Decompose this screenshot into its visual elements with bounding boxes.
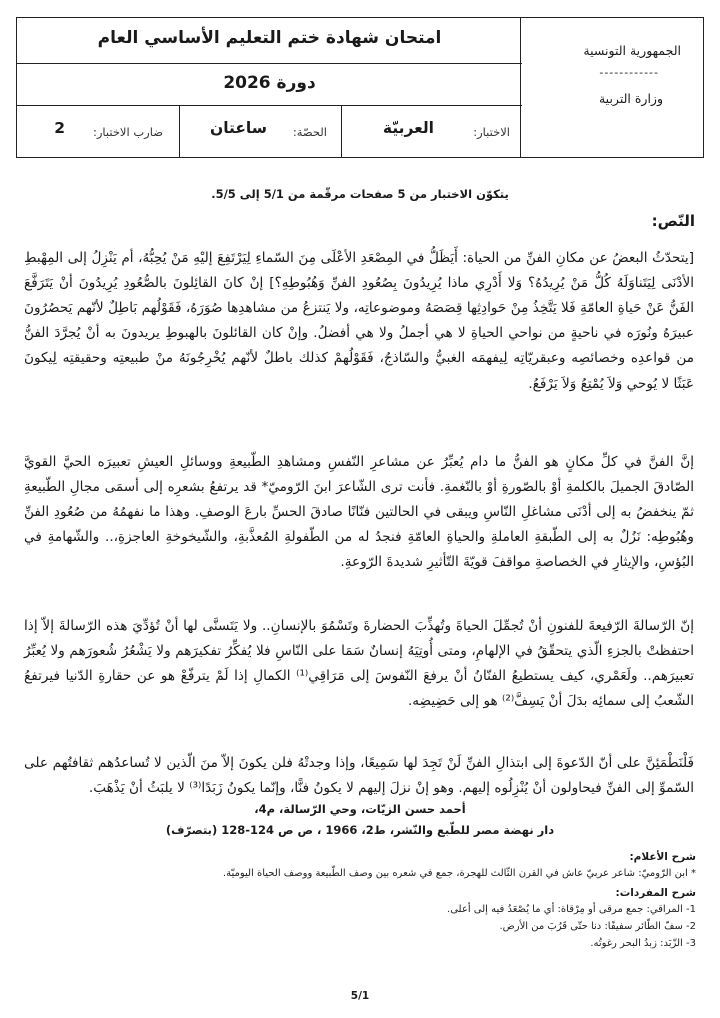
separator-dashes: ------------ bbox=[599, 66, 659, 79]
duration-cell bbox=[179, 106, 341, 157]
names-notes-title: شرح الأعلام: bbox=[629, 851, 696, 863]
vocab-note: 3- الزّبَد: زبدُ البحر رغوتُه. bbox=[590, 938, 696, 949]
names-note: * ابن الرّوميّ: شاعر عربيّ عاش في القرن الثّالث للهجرة، جمع في شعره بين وصف الطّبيعة ووصف الحياة اليوميّة. bbox=[222, 868, 696, 879]
session-row bbox=[17, 64, 522, 106]
source-publisher: دار نهضة مصر للطّبع والنّشر، ط2، 1966 ، ص ص 124-128 (بتصرّف) bbox=[165, 823, 555, 837]
ministry-label: وزارة التربية bbox=[598, 91, 663, 106]
exam-title-row bbox=[17, 18, 522, 64]
text-paragraph: [يتحدّثُ البعضُ عن مكانِ الفنِّ من الحياة: أَيَظَلُّ في المِصْعَدِ الأعْلَى مِنَ السّماءِ لِيَرْتَفِعَ إليْهِ مَنْ يُحِبُّهُ، أم يَنْزِلُ إلى المِهْبطِ الأدْنَى لِيَتَناوَلَهُ كُلُّ مَنْ يُرِيدُهُ؟ وَلا أَدْرِي ماذا يُرِيدُونَ بِصُعُودِ الفنِّ وَهُبُوطِهِ؟] إنْ كانَ القائِلونَ بالصُّعُودِ يُرِيدُونَ أنْ يَتَرَفَّعَ الفَنُّ عَنْ حَياةِ العامّةِ فَلا يَتَّخِذُ مِنْ حَوادِثِها قِصَصَهُ وموضوعاتِه، ولا يَنتزعُ من مشاهدِها صُوَرَهُ، فَقَوْلُهم بَاطِلٌ لأنّهم يَحصُرُونَ عبيرَهُ ونُورَه في ناحيةٍ من نواحي الحياةِ لا هي أجملُ ولا هي أفضلُ. وإنْ كان القائلونَ بالهبوطِ يريدونَ به أنْ يُجرَّدَ الفنُّ من قواعدِه وخصائصِه وعبقريّاتِه لِيفهمَه الغبيُّ والسّاذجُ، فَقَوْلُهمْ كذلك باطلٌ لأنّهم يُخْرِجُونَهُ منْ طبيعتِه وحقيقتِه لِيكونَ عَبَثًا لا يُوحي وَلاَ يُمْتِعُ وَلاَ يَرْفَعُ. bbox=[24, 249, 694, 392]
vocab-note: 1- المراقي: جمع مرقى أو مِرْقاة: أي ما يُصْعَدُ فيه إلى أعلى. bbox=[447, 904, 696, 915]
ministry-cell bbox=[520, 18, 703, 157]
session-label: دورة 2026 bbox=[223, 73, 316, 93]
exam-intro-note: يتكوّن الاختبار من 5 صفحات مرقّمة من 5/1 إلى 5/5. bbox=[211, 187, 509, 201]
vocab-notes-title: شرح المفردات: bbox=[615, 887, 696, 899]
duration-value: ساعتان bbox=[209, 119, 267, 137]
subject-cell bbox=[341, 106, 522, 157]
subject-label: الاختبار: bbox=[473, 125, 510, 139]
exam-header-table bbox=[16, 17, 704, 158]
republic-label: الجمهورية التونسية bbox=[583, 43, 681, 58]
subject-value: العربيّة bbox=[382, 119, 434, 137]
exam-title: امتحان شهادة ختم التعليم الأساسي العام bbox=[97, 28, 442, 48]
text-paragraph: إنّ الرّسالةَ الرّفيعةَ للفنونِ أنْ تُجمِّلَ الحياةَ وتُهذِّبَ الحضارةَ وتَسْمُوَ بالإنسانِ.. ولا يَتَسنَّى لها أنْ تُؤدِّيَ هذه الرّسالةَ إلاّ إذا احتفظتْ بالجزءِ الّذي يتحقّقُ في الإلهامِ، ومتى أُوتِيَهُ إنسانٌ سَمَا على النّاسِ فلا يُفكِّرُ تفكيرَهم ولا يَشْعُرُ شُعورَهم ولا يُعبِّرُ تعبيرَهم.. ولَعَمْري، كيف يستطيعُ الفنّانُ أنْ يرفعَ النّفوسَ إلى مَرَاقِي⁽¹⁾ الكمالِ إذا لَمْ يترفّعْ هو عن حقارةِ الدّنيا فيرتفعُ الشّعبُ إلى سمائِه بدَلَ أنْ يَسِفَّ⁽²⁾ هو إلى حَضِيضِه. bbox=[24, 617, 694, 710]
coefficient-value: 2 bbox=[54, 119, 65, 137]
duration-label: الحصّة: bbox=[292, 125, 327, 139]
text-paragraph: فَلْنَطْمَئِنَّ على أنّ الدّعوةَ إلى ابتذالِ الفنِّ لَنْ تَجِدَ لها سَمِيعًا، وإذا وجدتْهُ فلن يكونَ إلاّ منَ الّذين لا تُساعدُهم ثقافتُهم على السّموِّ إلى الفنِّ فيحاولون أنْ يُنْزِلُوه إليهم. وهو إنْ نزلَ إليهم لا يكونُ فنًّا، وإنّما يكونُ زَبَدًا⁽³⁾ لا يلبَثُ أنْ يَذْهَبَ. bbox=[24, 754, 694, 796]
text-paragraph: إنَّ الفنَّ في كلِّ مكانٍ هو الفنُّ ما دام يُعبِّرُ عن مشاعرِ النّفسِ ومشاهدِ الطّبيعةِ ووسائلِ العيشِ تعبيرَه الحيَّ القويَّ الصّادقَ الجميلَ بالكلمةِ أوْ بالصّورةِ أوْ بالنّغمةِ. فأنت ترى الشّاعرَ ابنَ الرّوميّ* قد يرتفعُ بشعرِه إلى أسمَى مجالِ الطّبيعةِ ثمّ ينخفضُ به إلى أدْنَى مشاغلِ النّاسِ ويبقى في الحالتين فنّانًا صادقَ الحسِّ بارعَ الوصفِ. وهذا ما نفهمُهُ من صُعُودِ الفنِّ وهُبُوطِه: نَزُلٌ به إلى الطّبقةِ العاملةِ والحياةِ العامّةِ فنجدُ له من الطّفولةِ المُعذَّبةِ، والشّيخوخةِ العاجزةِ،.. والشّهامةِ في البُؤسِ، والإيثارِ في الخصاصةِ مواقفَ قويّةَ التّأثيرِ شديدةَ الرّوعةِ. bbox=[24, 453, 694, 571]
coefficient-label: ضارب الاختبار: bbox=[92, 125, 163, 139]
page-number: 5/1 bbox=[350, 990, 370, 1002]
text-section-title: النّص: bbox=[651, 212, 695, 230]
source-author: أحمد حسن الزيّات، وحي الرّسالة، م4، bbox=[254, 802, 466, 816]
vocab-note: 2- سفّ الطّائر سفيفًا: دنا حتّى قَرُبَ من الأرض. bbox=[499, 921, 696, 932]
exam-details-row bbox=[17, 106, 522, 157]
coefficient-cell bbox=[17, 106, 179, 157]
exam-info bbox=[17, 18, 522, 157]
